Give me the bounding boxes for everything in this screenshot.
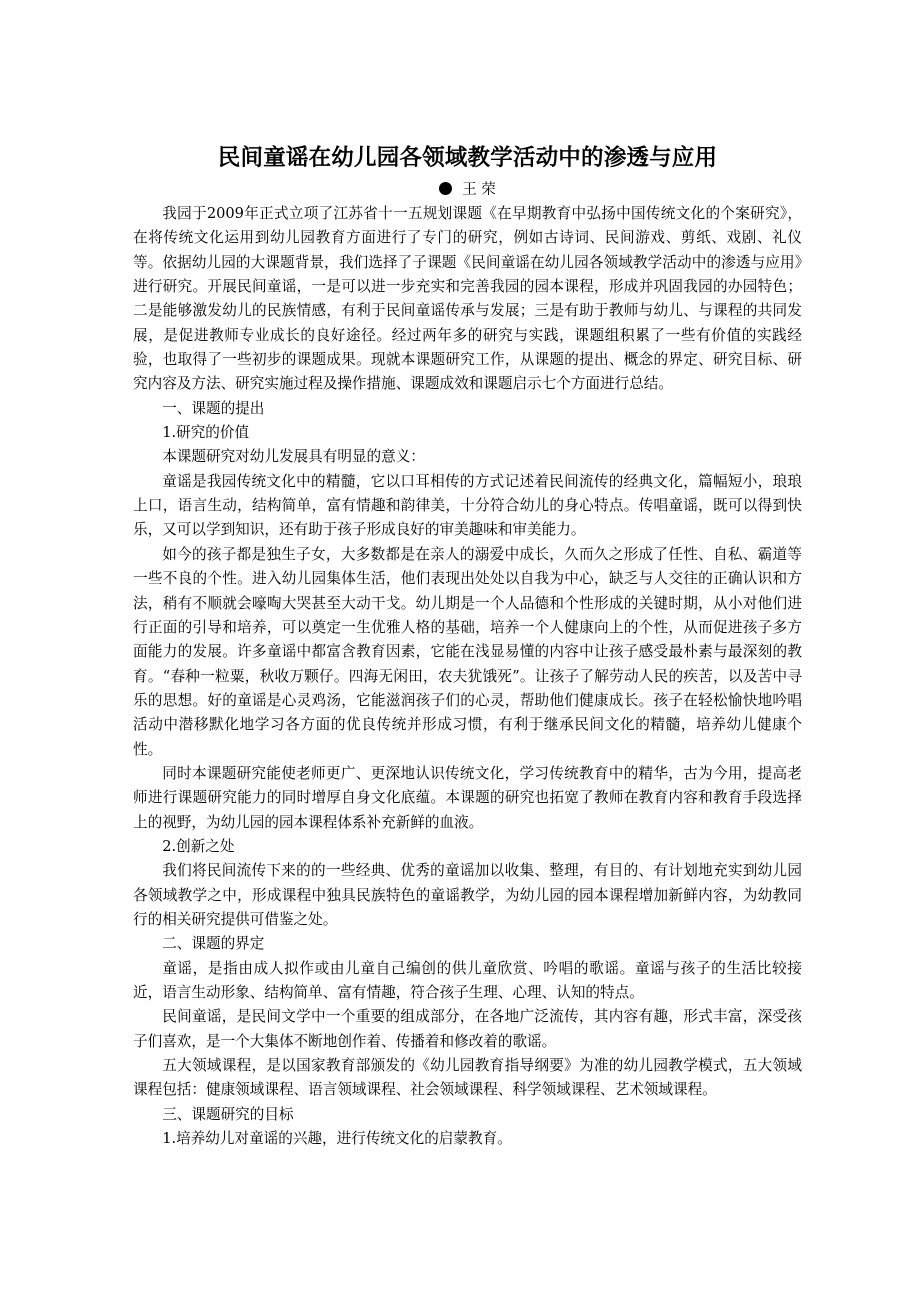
paragraph: 我们将民间流传下来的的一些经典、优秀的童谣加以收集、整理，有目的、有计划地充实到幼儿园各领域教学之中，形成课程中独具民族特色的童谣教学，为幼儿园的园本课程增加新鲜内容，为幼教同行的相关研究提供可借鉴之处。 [133,862,802,928]
document-body [133,202,802,1151]
document-title: 民间童谣在幼儿园各领域教学活动中的渗透与应用 [217,145,718,171]
section-heading-2: 二、课题的界定 [162,935,265,953]
paragraph: 本课题研究对幼儿发展具有明显的意义： [162,448,425,466]
subheading-3-1: 1.培养幼儿对童谣的兴趣，进行传统文化的启蒙教育。 [162,1130,512,1148]
paragraph: 童谣，是指由成人拟作或由儿童自己编创的供儿童欣赏、吟唱的歌谣。童谣与孩子的生活比较接近，语言生动形象、结构简单、富有情趣，符合孩子生理、心理、认知的特点。 [133,959,802,1001]
section-heading-3: 三、课题研究的目标 [162,1105,294,1123]
paragraph: 如今的孩子都是独生子女，大多数都是在亲人的溺爱中成长，久而久之形成了任性、自私、霸道等一些不良的个性。进入幼儿园集体生活，他们表现出处处以自我为中心，缺乏与人交往的正确认识和方法，稍有不顺就会嚎啕大哭甚至大动干戈。幼儿期是一个人品德和个性形成的关键时期，从小对他们进行正面的引导和培养，可以奠定一生优雅人格的基础，培养一个人健康向上的个性，从而促进孩子多方面能力的发展。许多童谣中都富含教育因素，它能在浅显易懂的内容中让孩子感受最朴素与最深刻的教育。“春种一粒粟，秋收万颗仔。四海无闲田，农夫犹饿死”。让孩子了解劳动人民的疾苦，以及苦中寻乐的思想。好的童谣是心灵鸡汤，它能滋润孩子们的心灵，帮助他们健康成长。孩子在轻松愉快地吟唱活动中潜移默化地学习各方面的优良传统并形成习惯，有利于继承民间文化的精髓，培养幼儿健康个性。 [133,545,802,758]
author-line [133,178,802,202]
paragraph-intro: 我园于2009年正式立项了江苏省十一五规划课题《在早期教育中弘扬中国传统文化的个案研究》，在将传统文化运用到幼儿园教育方面进行了专门的研究，例如古诗词、民间游戏、剪纸、戏剧、礼仪等。依据幼儿园的大课题背景，我们选择了子课题《民间童谣在幼儿园各领域教学活动中的渗透与应用》进行研究。开展民间童谣，一是可以进一步充实和完善我园的园本课程，形成并巩固我园的办园特色；二是能够激发幼儿的民族情感，有利于民间童谣传承与发展；三是有助于教师与幼儿、与课程的共同发展，是促进教师专业成长的良好途径。经过两年多的研究与实践，课题组积累了一些有价值的实践经验，也取得了一些初步的课题成果。现就本课题研究工作，从课题的提出、概念的界定、研究目标、研究内容及方法、研究实施过程及操作措施、课题成效和课题启示七个方面进行总结。 [133,205,802,393]
paragraph: 五大领域课程，是以国家教育部颁发的《幼儿园教育指导纲要》为准的幼儿园教学模式，五大领域课程包括：健康领域课程、语言领域课程、社会领域课程、科学领域课程、艺术领域课程。 [133,1057,802,1099]
author-name: 王 荣 [462,182,496,198]
subheading-1-1: 1.研究的价值 [162,424,250,442]
bullet-dot-icon [439,182,452,195]
section-heading-1: 一、课题的提出 [162,399,265,417]
paragraph: 民间童谣，是民间文学中一个重要的组成部分，在各地广泛流传，其内容有趣，形式丰富，深受孩子们喜欢，是一个大集体不断地创作着、传播着和修改着的歌谣。 [133,1008,802,1050]
paragraph: 同时本课题研究能使老师更广、更深地认识传统文化，学习传统教育中的精华，古为今用，提高老师进行课题研究能力的同时增厚自身文化底蕴。本课题的研究也拓宽了教师在教育内容和教育手段选择上的视野，为幼儿园的园本课程体系补充新鲜的血液。 [133,764,802,831]
paragraph: 童谣是我园传统文化中的精髓，它以口耳相传的方式记述着民间流传的经典文化，篇幅短小，琅琅上口，语言生动，结构简单，富有情趣和韵律美，十分符合幼儿的身心特点。传唱童谣，既可以得到快乐，又可以学到知识，还有助于孩子形成良好的审美趣味和审美能力。 [133,472,802,539]
subheading-1-2: 2.创新之处 [162,837,235,855]
